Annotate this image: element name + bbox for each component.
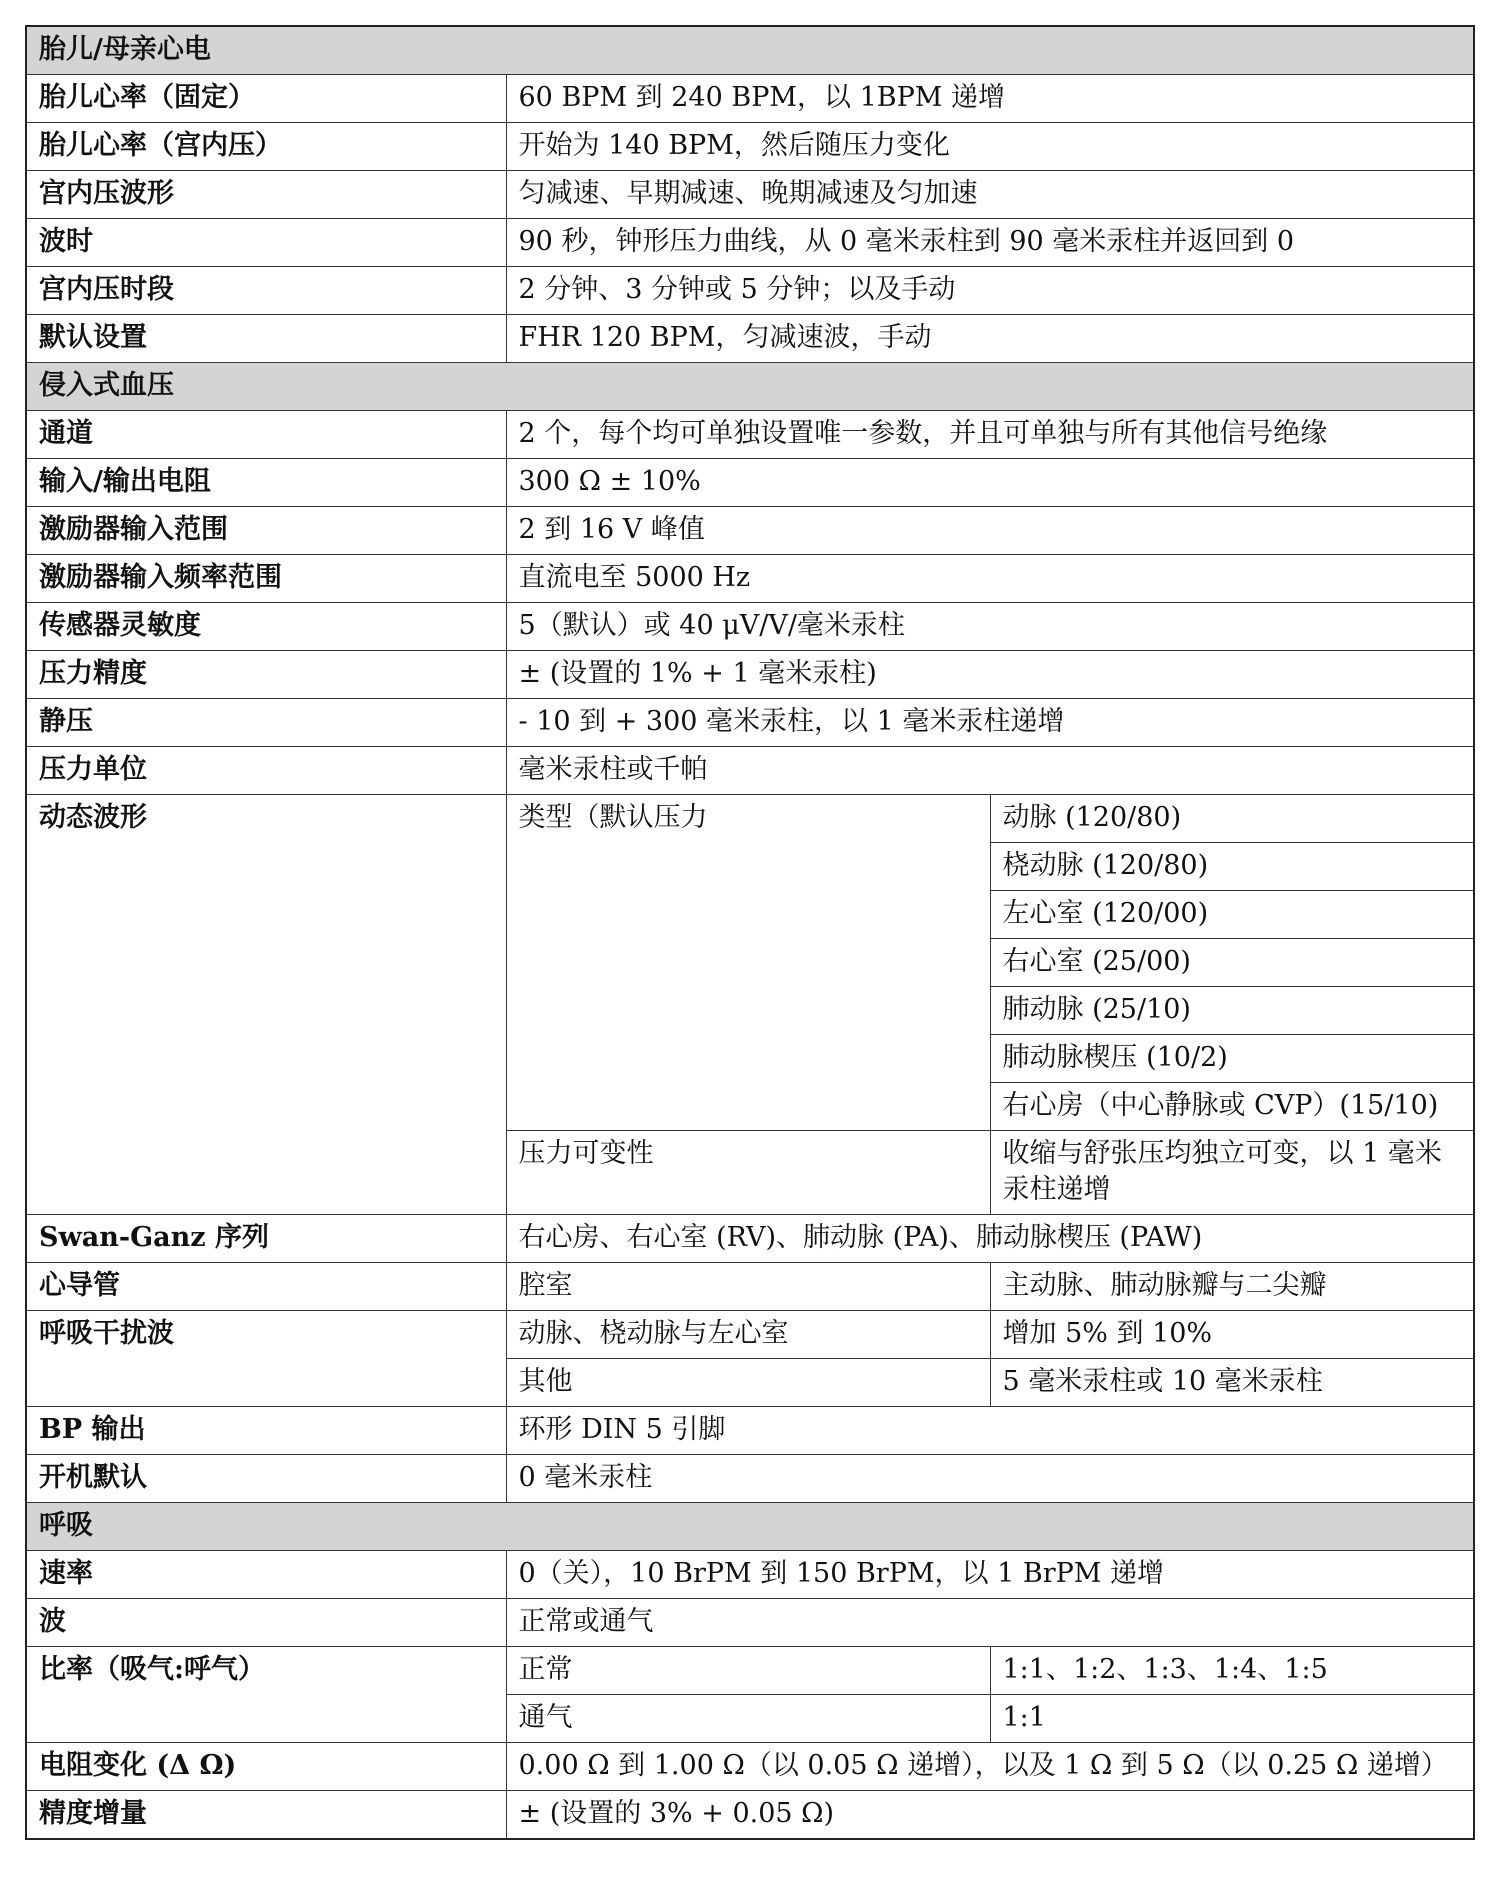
- table-row: [26, 507, 1474, 555]
- section-header-invasive-bp: [26, 363, 1474, 411]
- row-value: 60 BPM 到 240 BPM，以 1BPM 递增: [506, 75, 1474, 123]
- row-value: 主动脉、肺动脉瓣与二尖瓣: [990, 1263, 1474, 1311]
- row-value: 0.00 Ω 到 1.00 Ω（以 0.05 Ω 递增），以及 1 Ω 到 5 Ω（以 0.25 Ω 递增）: [506, 1743, 1474, 1791]
- waveform-type: 右心房（中心静脉或 CVP）(15/10): [990, 1083, 1474, 1131]
- row-label: 心导管: [26, 1263, 506, 1311]
- row-label: 激励器输入范围: [26, 507, 506, 555]
- pressure-variability-value: 收缩与舒张压均独立可变，以 1 毫米汞柱递增: [990, 1131, 1474, 1215]
- waveform-type: 右心室 (25/00): [990, 939, 1474, 987]
- row-sub-label: 正常: [506, 1647, 990, 1695]
- table-row: [26, 219, 1474, 267]
- row-value: 1:1、1:2、1:3、1:4、1:5: [990, 1647, 1474, 1695]
- row-value: 1:1: [990, 1695, 1474, 1743]
- waveform-type: 动脉 (120/80): [990, 795, 1474, 843]
- row-label: 传感器灵敏度: [26, 603, 506, 651]
- row-value: 5 毫米汞柱或 10 毫米汞柱: [990, 1359, 1474, 1407]
- row-label: 激励器输入频率范围: [26, 555, 506, 603]
- row-label: 胎儿心率（宫内压）: [26, 123, 506, 171]
- row-label: 速率: [26, 1551, 506, 1599]
- table-row: [26, 1791, 1474, 1840]
- table-row: [26, 555, 1474, 603]
- row-label: 比率（吸气:呼气）: [26, 1647, 506, 1743]
- waveform-type: 桡动脉 (120/80): [990, 843, 1474, 891]
- table-row: [26, 1455, 1474, 1503]
- pressure-variability-label: 压力可变性: [506, 1131, 990, 1215]
- table-row: [26, 1551, 1474, 1599]
- waveform-type-label: 类型（默认压力: [506, 795, 990, 1131]
- table-row: [26, 1263, 1474, 1311]
- row-value: 300 Ω ± 10%: [506, 459, 1474, 507]
- row-sub-label: 通气: [506, 1695, 990, 1743]
- row-label: 压力单位: [26, 747, 506, 795]
- table-row: [26, 267, 1474, 315]
- row-label: 波: [26, 1599, 506, 1647]
- section-title: 呼吸: [26, 1503, 1474, 1551]
- section-header-respiration: [26, 1503, 1474, 1551]
- row-label: 宫内压波形: [26, 171, 506, 219]
- spec-table: [25, 25, 1475, 1840]
- table-row: [26, 171, 1474, 219]
- row-label: Swan-Ganz 序列: [26, 1215, 506, 1263]
- row-value: 5（默认）或 40 μV/V/毫米汞柱: [506, 603, 1474, 651]
- table-row: [26, 1647, 1474, 1695]
- row-label: 宫内压时段: [26, 267, 506, 315]
- row-value: 增加 5% 到 10%: [990, 1311, 1474, 1359]
- row-sub-label: 动脉、桡动脉与左心室: [506, 1311, 990, 1359]
- row-value: 2 分钟、3 分钟或 5 分钟；以及手动: [506, 267, 1474, 315]
- section-title: 胎儿/母亲心电: [26, 26, 1474, 75]
- row-label: 压力精度: [26, 651, 506, 699]
- waveform-type: 肺动脉楔压 (10/2): [990, 1035, 1474, 1083]
- row-value: 90 秒，钟形压力曲线，从 0 毫米汞柱到 90 毫米汞柱并返回到 0: [506, 219, 1474, 267]
- waveform-type: 肺动脉 (25/10): [990, 987, 1474, 1035]
- row-label: 输入/输出电阻: [26, 459, 506, 507]
- table-row: [26, 459, 1474, 507]
- row-label: 开机默认: [26, 1455, 506, 1503]
- section-title: 侵入式血压: [26, 363, 1474, 411]
- table-row: [26, 75, 1474, 123]
- row-sub-label: 其他: [506, 1359, 990, 1407]
- row-value: 环形 DIN 5 引脚: [506, 1407, 1474, 1455]
- row-label: 胎儿心率（固定）: [26, 75, 506, 123]
- row-value: - 10 到 + 300 毫米汞柱，以 1 毫米汞柱递增: [506, 699, 1474, 747]
- row-label: 呼吸干扰波: [26, 1311, 506, 1407]
- table-row: [26, 699, 1474, 747]
- table-row: [26, 651, 1474, 699]
- row-label: 默认设置: [26, 315, 506, 363]
- waveform-type: 左心室 (120/00): [990, 891, 1474, 939]
- table-row: [26, 123, 1474, 171]
- row-value: 匀减速、早期减速、晚期减速及匀加速: [506, 171, 1474, 219]
- section-header-fetal-maternal-ecg: [26, 26, 1474, 75]
- table-row: [26, 747, 1474, 795]
- row-value: 2 个，每个均可单独设置唯一参数，并且可单独与所有其他信号绝缘: [506, 411, 1474, 459]
- spec-sheet: [25, 25, 1473, 1840]
- row-label: 电阻变化 (Δ Ω): [26, 1743, 506, 1791]
- row-value: 右心房、右心室 (RV)、肺动脉 (PA)、肺动脉楔压 (PAW): [506, 1215, 1474, 1263]
- table-row: [26, 411, 1474, 459]
- table-row: [26, 1215, 1474, 1263]
- table-row: [26, 315, 1474, 363]
- table-row: [26, 795, 1474, 843]
- row-label: 静压: [26, 699, 506, 747]
- row-value: 0 毫米汞柱: [506, 1455, 1474, 1503]
- row-value: 直流电至 5000 Hz: [506, 555, 1474, 603]
- row-label: 波时: [26, 219, 506, 267]
- row-value: ± (设置的 1% + 1 毫米汞柱): [506, 651, 1474, 699]
- row-value: 正常或通气: [506, 1599, 1474, 1647]
- table-row: [26, 1311, 1474, 1359]
- row-value: FHR 120 BPM，匀减速波，手动: [506, 315, 1474, 363]
- row-sub-label: 腔室: [506, 1263, 990, 1311]
- row-value: 毫米汞柱或千帕: [506, 747, 1474, 795]
- row-label: 通道: [26, 411, 506, 459]
- table-row: [26, 1599, 1474, 1647]
- row-value: 2 到 16 V 峰值: [506, 507, 1474, 555]
- row-label: BP 输出: [26, 1407, 506, 1455]
- table-row: [26, 603, 1474, 651]
- table-row: [26, 1407, 1474, 1455]
- row-label: 动态波形: [26, 795, 506, 1215]
- row-label: 精度增量: [26, 1791, 506, 1840]
- table-row: [26, 1743, 1474, 1791]
- row-value: 开始为 140 BPM，然后随压力变化: [506, 123, 1474, 171]
- row-value: 0（关），10 BrPM 到 150 BrPM，以 1 BrPM 递增: [506, 1551, 1474, 1599]
- row-value: ± (设置的 3% + 0.05 Ω): [506, 1791, 1474, 1840]
